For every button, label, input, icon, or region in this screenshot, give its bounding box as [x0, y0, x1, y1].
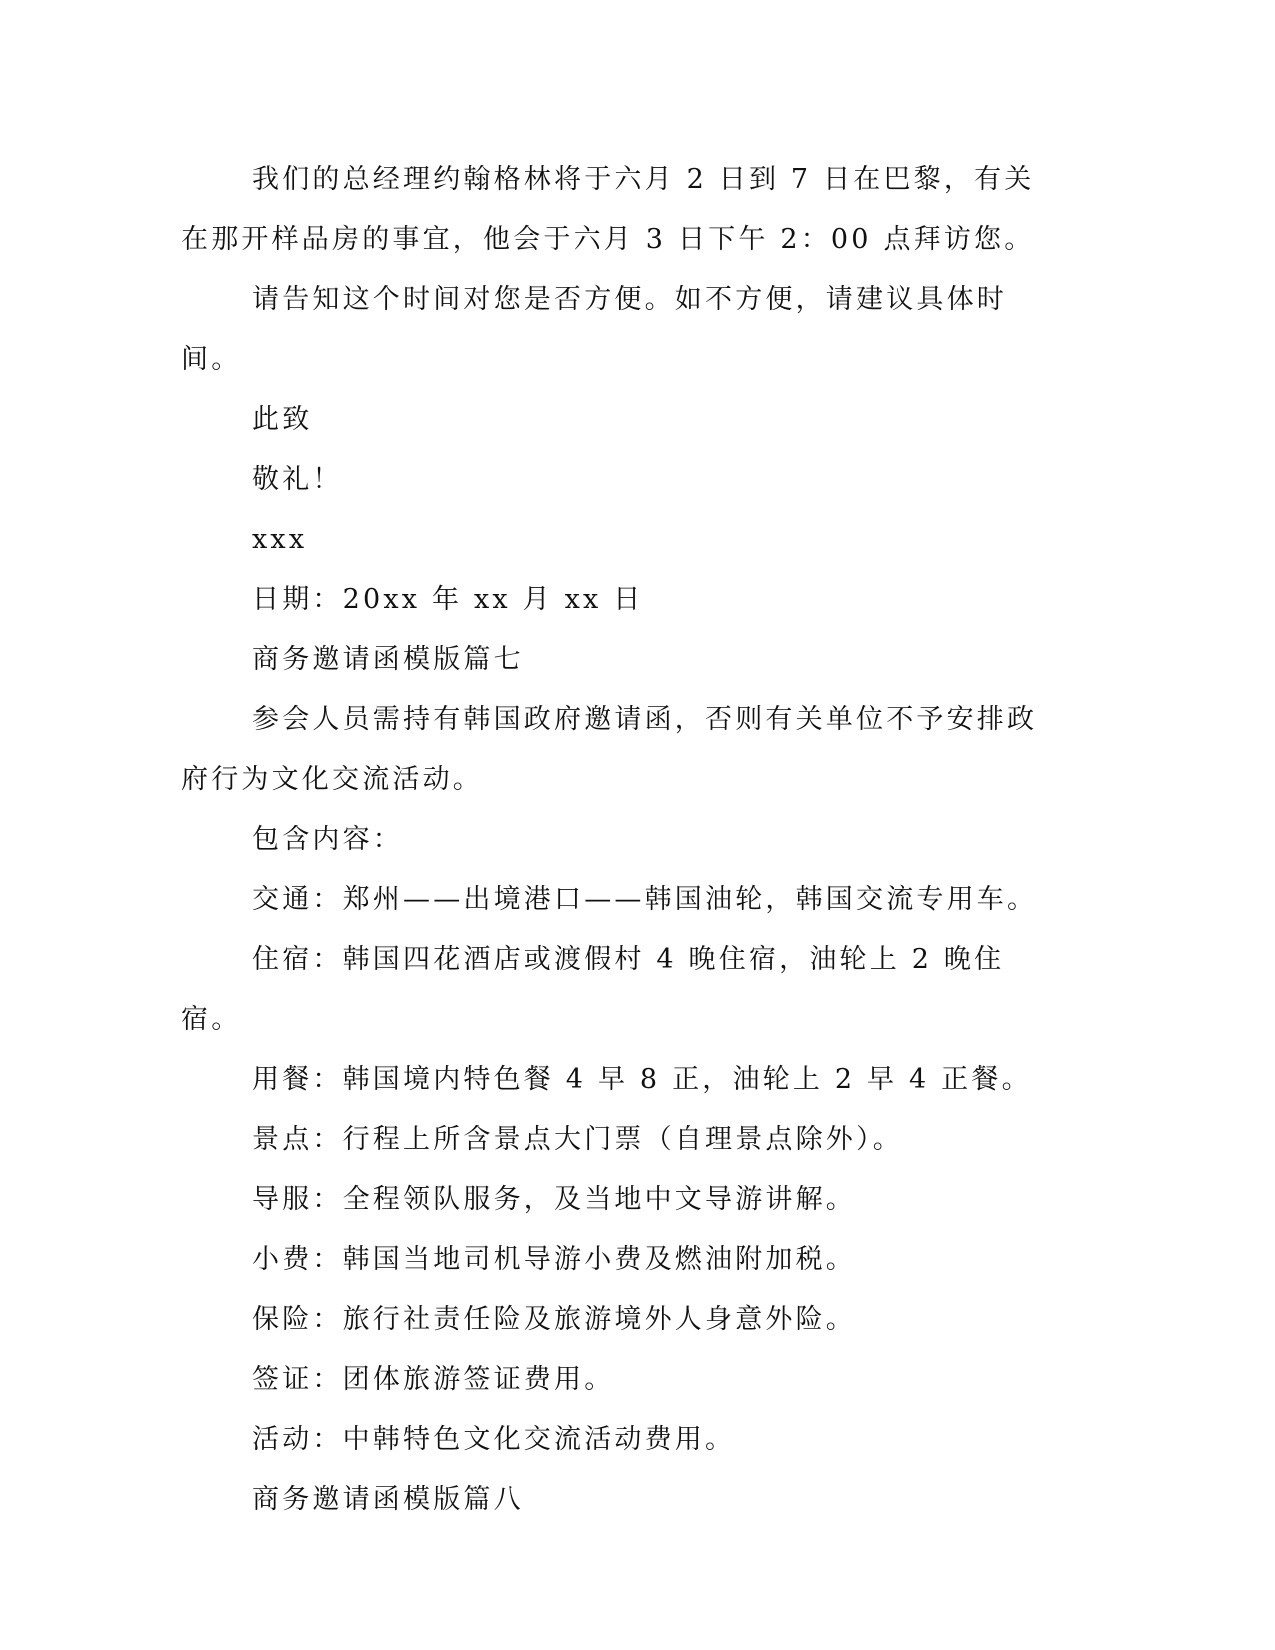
paragraph-included-items-label: 包含内容：: [252, 824, 403, 855]
list-item-visa: 签证：团体旅游签证费用。: [252, 1364, 615, 1395]
list-item-transport: 交通：郑州——出境港口——韩国油轮，韩国交流专用车。: [252, 884, 1038, 915]
paragraph-attendee-requirement: 参会人员需持有韩国政府邀请函，否则有关单位不予安排政府行为文化交流活动。: [181, 704, 1038, 795]
section-heading-seven: 商务邀请函模版篇七: [252, 644, 524, 675]
list-item-activities: 活动：中韩特色文化交流活动费用。: [252, 1424, 736, 1455]
signature-date: 日期：20xx 年 xx 月 xx 日: [252, 584, 644, 615]
closing-regards: 敬礼！: [252, 464, 343, 495]
list-item-guide-service: 导服：全程领队服务，及当地中文导游讲解。: [252, 1184, 856, 1215]
paragraph-confirm-time: 请告知这个时间对您是否方便。如不方便，请建议具体时间。: [181, 284, 1007, 375]
list-item-meals: 用餐：韩国境内特色餐 4 早 8 正，油轮上 2 早 4 正餐。: [252, 1064, 1032, 1095]
list-item-tips: 小费：韩国当地司机导游小费及燃油附加税。: [252, 1244, 856, 1275]
list-item-insurance: 保险：旅行社责任险及旅游境外人身意外险。: [252, 1304, 856, 1335]
document-body: [181, 150, 1041, 1530]
paragraph-visit-notice: 我们的总经理约翰格林将于六月 2 日到 7 日在巴黎，有关在那开样品房的事宜，他会于六月 3 日下午 2：00 点拜访您。: [181, 164, 1035, 255]
list-item-accommodation: 住宿：韩国四花酒店或渡假村 4 晚住宿，油轮上 2 晚住宿。: [181, 944, 1005, 1035]
section-heading-eight: 商务邀请函模版篇八: [252, 1484, 524, 1515]
closing-salutation: 此致: [252, 404, 313, 435]
list-item-attractions: 景点：行程上所含景点大门票（自理景点除外）。: [252, 1124, 903, 1155]
signature-name: xxx: [252, 524, 308, 555]
